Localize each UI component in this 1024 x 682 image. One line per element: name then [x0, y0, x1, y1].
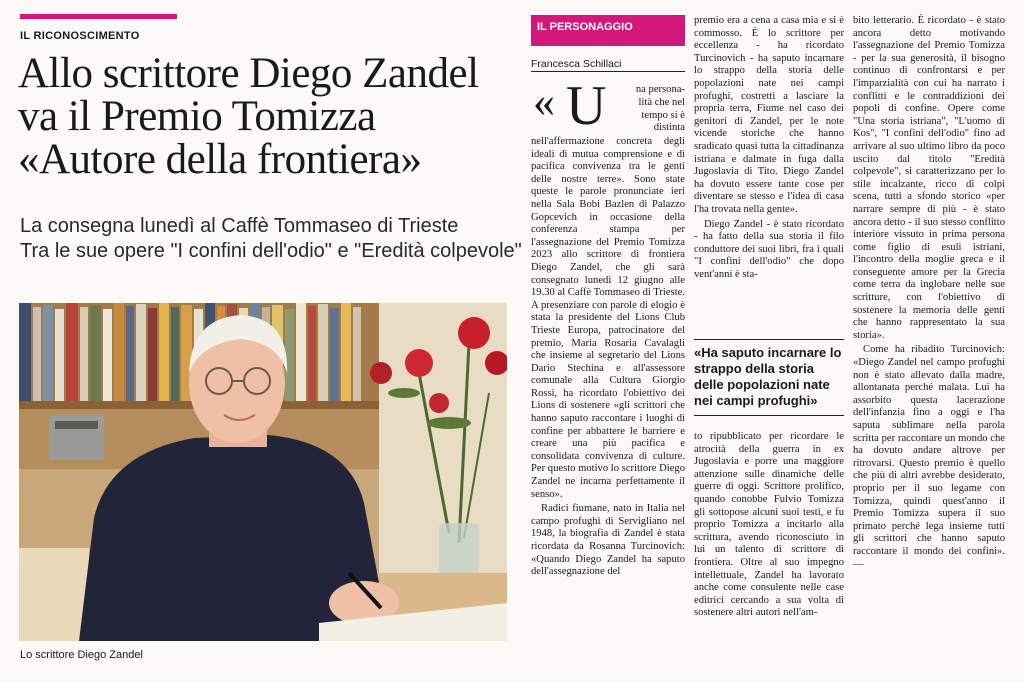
pull-quote-rule-bottom [694, 415, 844, 416]
paragraph: nell'affermazione concreta degli ideali di mutua comprensione e di pacifica convivenza tra le genti delle nostre terre». Sono state queste le parole pronunciate ieri nella Sala Bobi Bazlen di Palazzo Gopcevich in occasione della conferenza stampa per l'assegnazione del Premio Tomizza 2023 allo scrittore di frontiera Diego Zandel, che gli sarà consegnato lunedì 12 giugno alle 19.30 al Caffè Tommaseo di Trieste. A presenziare con parole di elogio è stata la presidente del Lions Club Trieste Europa, patrocinatore del premio, Maria Rosaria Cavalagli che insieme al segretario del Lions Dario Stechina e all'assessore comunale alla Cultura Giorgio Rossi, ha ricordato l'obiettivo dei Lions di sostenere «gli scrittori che hanno saputo raccontare i luoghi di confine per abbattere le barriere e creare una più pacifica e consolidata convivenza di culture. Per questo motivo lo scrittore Diego Zandel ne incarna perfettamente il senso». [531, 136, 685, 500]
subhead-line: Tra le sue opere "I confini dell'odio" e "Eredità colpevole" [20, 240, 522, 262]
article-column-1 [531, 136, 685, 579]
dropcap-letter: U [566, 75, 607, 137]
paragraph: premio era a cena a casa mia e si è commosso. È lo scrittore per eccellenza - ha ricordato Turcinovich - ha saputo incarnare lo strappo della storia delle popolazioni nate nei campi profughi, costretti a lasciare la propria terra, Fiume nel caso dei genitori di Zandel, per le note vicende storiche che hanno sradicato quasi tutta la cittadinanza istriana e dalmate in fuga dalla Jugoslavia di Tito. Diego Zandel ha dovuto essere tante cose per diventare se stesso e l'idea di casa l'ha trovata nella gente». [694, 15, 844, 215]
article-column-2-bottom [694, 431, 844, 620]
portrait-illustration [19, 303, 507, 641]
article-column-3 [853, 15, 1005, 571]
paragraph: Come ha ribadito Turcinovich: «Diego Zandel nel campo profughi non è stato allevato dalla madre, allontanata perché malata. Lui ha assorbito questa lacerazione dell'infanzia fino a oggi e l'ha saputa sublimare nella parola scritta per raccontare un mondo che ha dovuto andare altrove per ritrovarsi. Questo premio è quello che più di altri avrebbe desiderato, proprio per il suo legame con Tomizza, quindi quest'anno il Premio Tomizza supera il suo primato perché lega insieme tutti gli scrittori che hanno saputo raccontare il mondo dei confini». — [853, 344, 1005, 570]
headline-line: «Autore della frontiera» [18, 136, 422, 183]
byline: Francesca Schillaci [531, 58, 622, 70]
pull-quote-rule-top [694, 339, 844, 340]
headline [18, 52, 518, 181]
pull-quote: «Ha saputo incarnare lo strappo della storia delle popolazioni nate nei campi profughi» [694, 345, 842, 408]
dropcap-quote: « [533, 77, 555, 126]
article-column-2-top [694, 15, 844, 281]
headline-line: Allo scrittore Diego Zandel [18, 50, 479, 97]
accent-bar [20, 14, 177, 19]
subheadline [20, 214, 520, 264]
headline-line: va il Premio Tomizza [18, 93, 376, 140]
section-label: IL RICONOSCIMENTO [20, 30, 140, 42]
paragraph: Diego Zandel - è stato ricordato - ha fatto della sua storia il filo conduttore dei suoi libri, fra i quali "I confini dell'odio" che dopo vent'anni è sta- [694, 218, 844, 280]
section-tag: IL PERSONAGGIO [531, 15, 685, 46]
paragraph: Radici fiumane, nato in Italia nel campo profughi di Servigliano nel 1948, la biografia di Zandel è stata ricordata da Rosanna Turcinovich: «Quando Diego Zandel ha saputo dell'assegnazione del [531, 503, 685, 578]
subhead-line: La consegna lunedì al Caffè Tommaseo di Trieste [20, 215, 459, 237]
paragraph: to ripubblicato per ricordare le atrocità della guerra in ex Jugoslavia e porre una maggiore attenzione sulle dinamiche delle guerre di oggi. Scrittore prolifico, quando conobbe Fulvio Tomizza gli sottopose alcuni suoi testi, e fu proprio Tomizza a incitarlo alla scrittura, avendo riconosciuto in lui un talento di scrittore di frontiera. Oltre al suo impegno intellettuale, Zandel ha lavorato anche come consulente nelle case editrici cercando a sua volta di sostenere altri autori nell'am- [694, 431, 844, 619]
photo-caption: Lo scrittore Diego Zandel [20, 649, 143, 661]
paragraph: bito letterario. È ricordato - è stato ancora detto motivando l'assegnazione del Premio Tomizza - per la sua generosità, il bisogno continuo di confrontarsi e per l'imparzialità con cui ha narrato i conflitti e le contraddizioni dei popoli di confine. Opere come "Una storia istriana", "L'uomo di Kos", "I confini dell'odio" fino ad arrivare al suo ultimo libro da poco uscito dal titolo "Eredità colpevole", si caratterizzano per lo stile incalzante, ricco di colpi scena, tutti a sfondo storico «per narrare sempre di più - è stato ancora detto - il suo stesso conflitto interiore vissuto in prima persona come figlio di esuli istriani, l'incontro della moglie greca e il conseguente amore per la Grecia come terra da inglobare nelle sue scritture, con l'obiettivo di sostenere la memoria delle genti che hanno rappresentato la sua storia». [853, 15, 1005, 341]
byline-rule [531, 71, 685, 72]
author-photo [19, 303, 507, 641]
article-intro: na persona- lità che nel tempo si è distinta [635, 84, 685, 134]
